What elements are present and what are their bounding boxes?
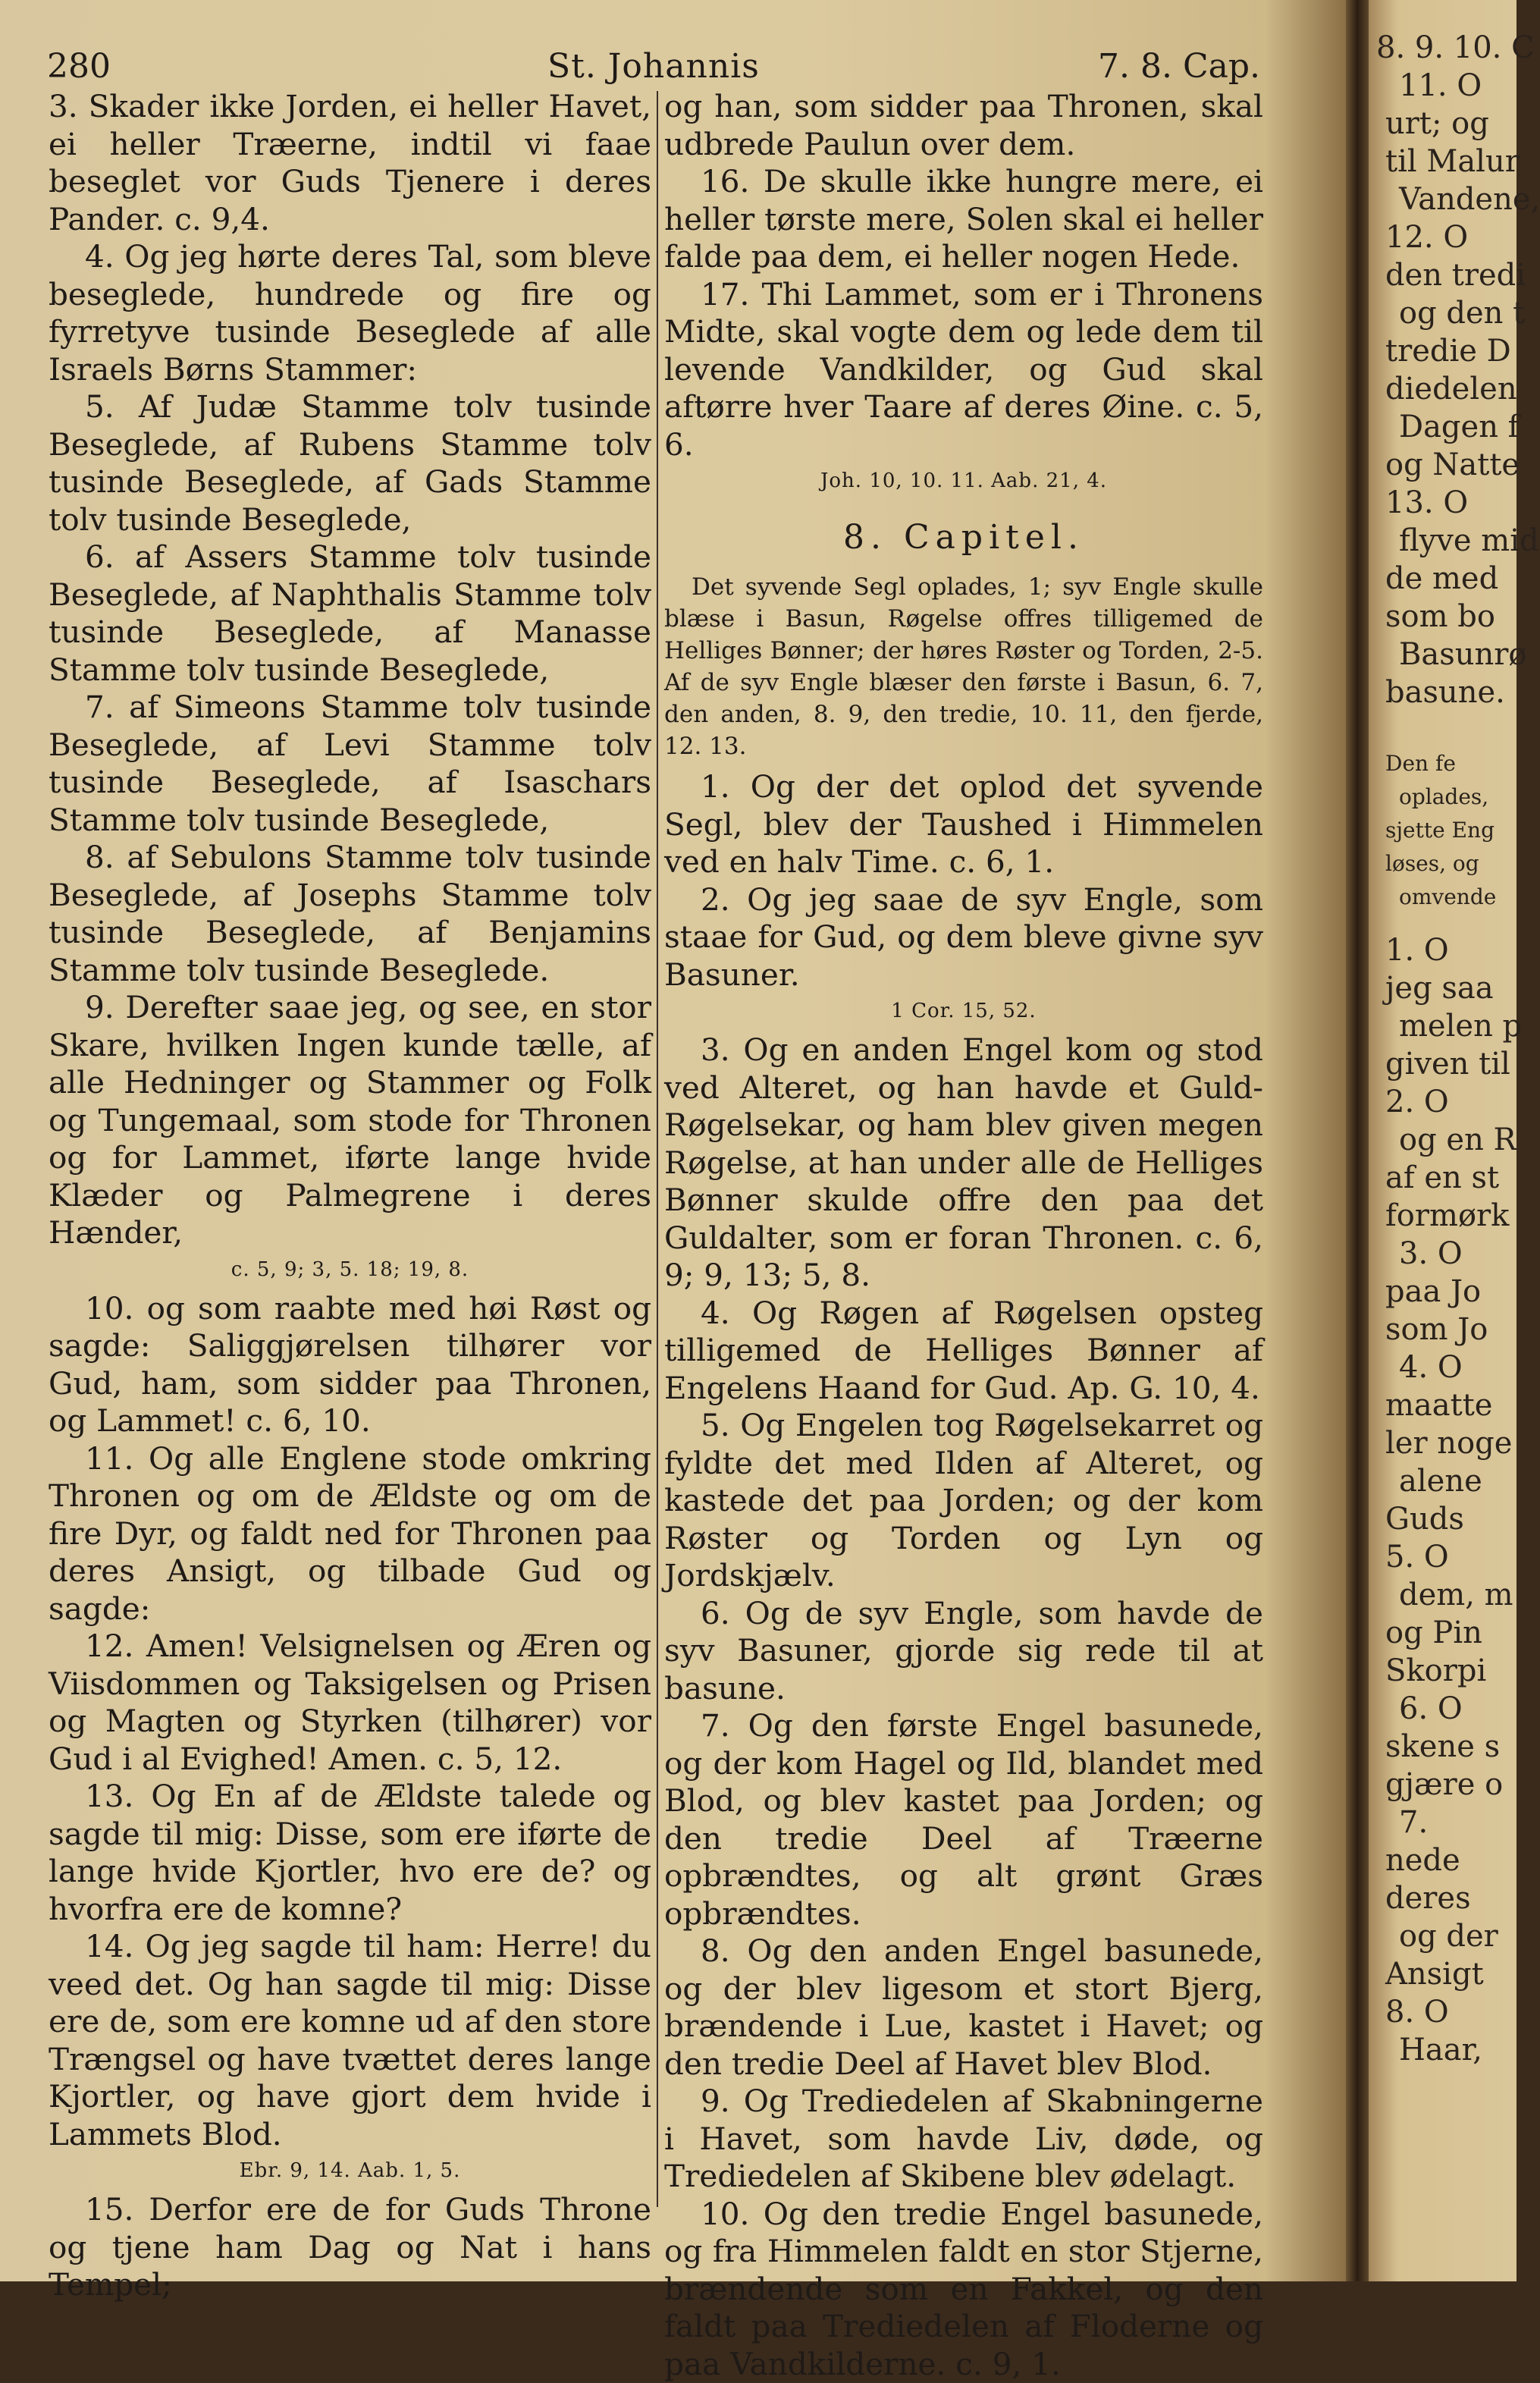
cross-reference-note: 1 Cor. 15, 52. bbox=[664, 998, 1263, 1024]
facing-page-fragment: 3. O bbox=[1399, 1236, 1463, 1271]
verse: 10. og som raabte med høi Røst og sagde: Saliggjørelsen tilhører vor Gud, ham, som sidder paa Thronen, og Lammet! c. 6, 10. bbox=[49, 1290, 651, 1440]
facing-page-fragment: melen p bbox=[1399, 1009, 1522, 1044]
verse: 12. Amen! Velsignelsen og Æren og Viisdommen og Taksigelsen og Prisen og Magten og Styrken (tilhører) vor Gud i al Evighed! Amen. c. 5, 12. bbox=[49, 1628, 651, 1778]
facing-page-fragment: skene s bbox=[1385, 1729, 1500, 1764]
verse: 2. Og jeg saae de syv Engle, som staae for Gud, og dem bleve givne syv Basuner. bbox=[664, 881, 1263, 994]
facing-page-fragment: 6. O bbox=[1399, 1691, 1463, 1726]
facing-page-fragment: 8. O bbox=[1385, 1995, 1449, 2030]
verse: 8. Og den anden Engel basunede, og der blev ligesom et stort Bjerg, brændende i Lue, kastet i Havet; og den tredie Deel af Havet blev Blod. bbox=[664, 1932, 1263, 2083]
facing-page-fragment: gjære o bbox=[1385, 1767, 1503, 1802]
chapter-heading: 8. Capitel. bbox=[664, 515, 1263, 560]
right-column bbox=[664, 88, 1263, 2383]
facing-page-fragment: diedelen bbox=[1385, 372, 1517, 407]
facing-page-fragment: Dagen f bbox=[1399, 410, 1519, 444]
verse: 7. Og den første Engel basunede, og der kom Hagel og Ild, blandet med Blod, og blev kastet paa Jorden; og den tredie Deel af Træerne opbrændtes, og alt grønt Græs opbrændtes. bbox=[664, 1707, 1263, 1932]
verse: 11. Og alle Englene stode omkring Thronen og om de Ældste og om de fire Dyr, og faldt ned for Thronen paa deres Ansigt, og tilbade Gud og sagde: bbox=[49, 1440, 651, 1628]
verse: 4. Og jeg hørte deres Tal, som bleve beseglede, hundrede og fire og fyrretyve tusinde Beseglede af alle Israels Børns Stammer: bbox=[49, 238, 651, 388]
facing-page-fragment: Skorpi bbox=[1385, 1653, 1486, 1688]
facing-page-fragment: dem, m bbox=[1399, 1578, 1513, 1612]
facing-page-fragment: paa Jo bbox=[1385, 1274, 1481, 1309]
facing-page-fragment: og Pin bbox=[1385, 1615, 1482, 1650]
verse: 5. Af Judæ Stamme tolv tusinde Beseglede, af Rubens Stamme tolv tusinde Beseglede, af Gads Stamme tolv tusinde Beseglede, bbox=[49, 388, 651, 538]
facing-page-fragment: Guds bbox=[1385, 1502, 1464, 1537]
cross-reference-note: Ebr. 9, 14. Aab. 1, 5. bbox=[49, 2158, 651, 2184]
cross-reference-note: c. 5, 9; 3, 5. 18; 19, 8. bbox=[49, 1257, 651, 1283]
verse: 4. Og Røgen af Røgelsen opsteg tilligemed de Helliges Bønner af Engelens Haand for Gud. Ap. G. 10, 4. bbox=[664, 1295, 1263, 1408]
facing-page-fragment: de med bbox=[1385, 561, 1498, 596]
facing-page-fragment: oplades, bbox=[1399, 784, 1488, 809]
facing-page-fragment: Vandene, bbox=[1399, 182, 1540, 217]
facing-page-fragment: ler noge bbox=[1385, 1426, 1512, 1461]
chapter-range: 7. 8. Cap. bbox=[1098, 47, 1260, 86]
verse: 6. af Assers Stamme tolv tusinde Beseglede, af Naphthalis Stamme tolv tusinde Beseglede, af Manasse Stamme tolv tusinde Beseglede, bbox=[49, 538, 651, 689]
facing-page-fragment: 11. O bbox=[1399, 68, 1482, 103]
facing-page-fragment: af en st bbox=[1385, 1160, 1499, 1195]
facing-page-fragment: given til bbox=[1385, 1047, 1510, 1082]
verse: 3. Skader ikke Jorden, ei heller Havet, ei heller Træerne, indtil vi faae beseglet vor Guds Tjenere i deres Pander. c. 9,4. bbox=[49, 88, 651, 238]
facing-page-fragment: nede bbox=[1385, 1843, 1460, 1878]
verse: 17. Thi Lammet, som er i Thronens Midte, skal vogte dem og lede dem til levende Vandkilder, og Gud skal aftørre hver Taare af deres Øine. c. 5, 6. bbox=[664, 276, 1263, 464]
verse: 7. af Simeons Stamme tolv tusinde Beseglede, af Levi Stamme tolv tusinde Beseglede, af Isaschars Stamme tolv tusinde Beseglede, bbox=[49, 689, 651, 839]
facing-page-fragment: 7. bbox=[1399, 1805, 1428, 1840]
facing-page-fragment: Basunrø bbox=[1399, 637, 1527, 672]
facing-page-fragment: og der bbox=[1399, 1919, 1498, 1954]
facing-page-fragment: 13. O bbox=[1385, 485, 1468, 520]
facing-page-fragment: Haar, bbox=[1399, 2033, 1482, 2067]
facing-page-fragment: 5. O bbox=[1385, 1540, 1449, 1575]
facing-page-fragment: løses, og bbox=[1385, 851, 1479, 876]
verse: 14. Og jeg sagde til ham: Herre! du veed det. Og han sagde til mig: Disse ere de, som ere komne ud af den store Trængsel og have tvættet deres lange Kjortler, og have gjort dem hvide i Lammets Blod. bbox=[49, 1928, 651, 2153]
verse: 9. Og Trediedelen af Skabningerne i Havet, som havde Liv, døde, og Trediedelen af Skibene blev ødelagt. bbox=[664, 2083, 1263, 2196]
facing-page-fragment: urt; og bbox=[1385, 106, 1489, 141]
facing-page-fragment: 4. O bbox=[1399, 1350, 1463, 1385]
facing-page-fragment: Den fe bbox=[1385, 751, 1456, 776]
column-divider bbox=[657, 91, 658, 2207]
facing-page-fragment: som bo bbox=[1385, 599, 1495, 634]
cross-reference-note: Joh. 10, 10. 11. Aab. 21, 4. bbox=[664, 468, 1263, 494]
facing-page-fragment: deres bbox=[1385, 1881, 1471, 1916]
verse: 8. af Sebulons Stamme tolv tusinde Beseglede, af Josephs Stamme tolv tusinde Beseglede, af Benjamins Stamme tolv tusinde Beseglede. bbox=[49, 839, 651, 989]
facing-page-fragment: formørk bbox=[1385, 1198, 1509, 1233]
running-title: St. Johannis bbox=[547, 47, 760, 86]
facing-page-fragment: alene bbox=[1399, 1464, 1482, 1499]
facing-page-fragment: omvende bbox=[1399, 884, 1496, 909]
running-head bbox=[47, 47, 1260, 93]
left-column bbox=[49, 88, 651, 2304]
facing-page-fragment: og den t bbox=[1399, 296, 1525, 331]
verse: 3. Og en anden Engel kom og stod ved Alteret, og han havde et Guld-Røgelsekar, og ham blev given megen Røgelse, at han under alle de Helliges Bønner skulde offre den paa det Guldalter, som er foran Thronen. c. 6, 9; 9, 13; 5, 8. bbox=[664, 1031, 1263, 1295]
facing-page-fragment: flyve mid bbox=[1399, 523, 1539, 558]
verse: 9. Derefter saae jeg, og see, en stor Skare, hvilken Ingen kunde tælle, af alle Hedninger og Stammer og Folk og Tungemaal, som stode for Thronen og for Lammet, iførte lange hvide Klæder og Palmegrene i deres Hænder, bbox=[49, 989, 651, 1252]
book-gutter bbox=[1346, 0, 1369, 2281]
verse: 1. Og der det oplod det syvende Segl, blev der Taushed i Himmelen ved en halv Time. c. 6, 1. bbox=[664, 768, 1263, 881]
verse: 6. Og de syv Engle, som havde de syv Basuner, gjorde sig rede til at basune. bbox=[664, 1595, 1263, 1708]
page-number: 280 bbox=[47, 47, 111, 86]
facing-page-fragment: Ansigt bbox=[1385, 1957, 1484, 1992]
verse: 5. Og Engelen tog Røgelsekarret og fyldte det med Ilden af Alteret, og kastede det paa Jorden; og der kom Røster og Torden og Lyn og Jordskjælv. bbox=[664, 1407, 1263, 1595]
facing-page-edge bbox=[1369, 0, 1516, 2281]
facing-page-fragment: til Malur bbox=[1385, 144, 1520, 179]
verse: 16. De skulle ikke hungre mere, ei heller tørste mere, Solen skal ei heller falde paa dem, ei heller nogen Hede. bbox=[664, 163, 1263, 276]
facing-page-fragment: sjette Eng bbox=[1385, 818, 1495, 843]
facing-page-fragment: som Jo bbox=[1385, 1312, 1488, 1347]
verse: 10. Og den tredie Engel basunede, og fra Himmelen faldt en stor Stjerne, brændende som en Fakkel, og den faldt paa Trediedelen af Floderne og paa Vandkilderne. c. 9, 1. bbox=[664, 2196, 1263, 2383]
facing-page-fragment: den tredi bbox=[1385, 258, 1526, 293]
facing-page-fragment: tredie D bbox=[1385, 334, 1511, 369]
verse-continuation: og han, som sidder paa Thronen, skal udbrede Paulun over dem. bbox=[664, 88, 1263, 163]
facing-page-fragment: jeg saa bbox=[1385, 971, 1494, 1006]
facing-page-fragment: basune. bbox=[1385, 675, 1505, 710]
facing-page-fragment: 2. O bbox=[1385, 1085, 1449, 1119]
facing-page-fragment: 1. O bbox=[1385, 933, 1449, 968]
facing-page-fragment: og Natte bbox=[1385, 447, 1520, 482]
chapter-summary: Det syvende Segl oplades, 1; syv Engle skulle blæse i Basun, Røgelse offres tilligemed de Helliges Bønner; der høres Røster og Torden, 2-5. Af de syv Engle blæser den første i Basun, 6. 7, den anden, 8. 9, den tredie, 10. 11, den fjerde, 12. 13. bbox=[664, 571, 1263, 762]
facing-page-fragment: maatte bbox=[1385, 1388, 1492, 1423]
facing-page-fragment: 8. 9. 10. C bbox=[1376, 30, 1535, 65]
verse: 15. Derfor ere de for Guds Throne og tjene ham Dag og Nat i hans Tempel; bbox=[49, 2191, 651, 2304]
facing-page-fragment: 12. O bbox=[1385, 220, 1468, 255]
verse: 13. Og En af de Ældste talede og sagde til mig: Disse, som ere iførte de lange hvide Kjortler, hvo ere de? og hvorfra ere de komne? bbox=[49, 1778, 651, 1928]
facing-page-fragment: og en R bbox=[1399, 1122, 1516, 1157]
